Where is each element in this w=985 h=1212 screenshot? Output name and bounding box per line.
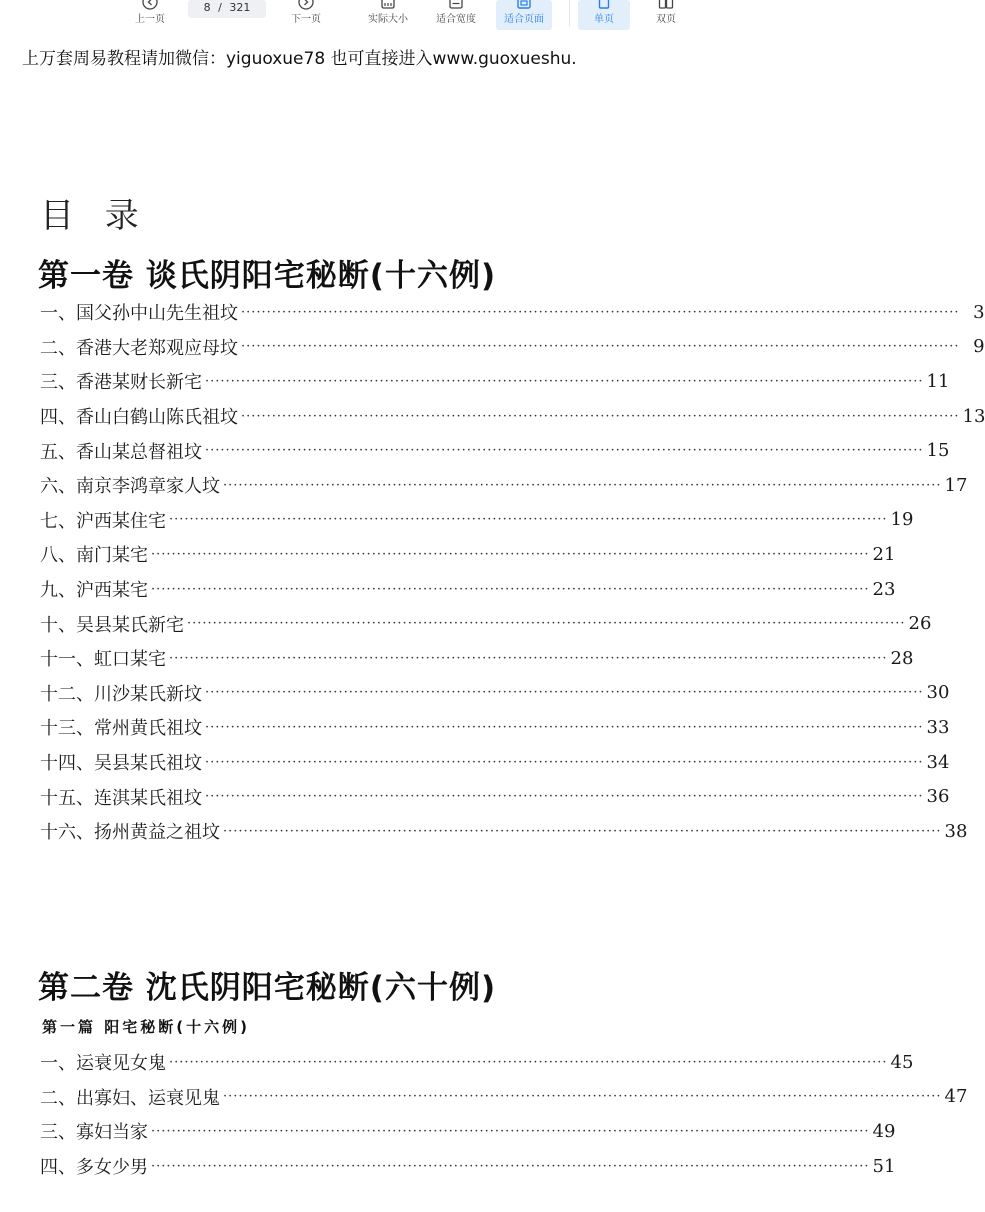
dot-leader: ············································································································································ bbox=[223, 477, 942, 493]
volume-title: 第一卷 谈氏阴阳宅秘断(十六例) bbox=[38, 258, 497, 294]
toc-heading: 目 录 bbox=[40, 196, 149, 236]
dot-leader: ············································································································································ bbox=[151, 1123, 870, 1139]
double-page-icon bbox=[658, 0, 674, 10]
dot-leader: ············································································································································ bbox=[205, 754, 924, 770]
toc-entry-page: 23 bbox=[872, 578, 896, 600]
next-page-button[interactable] bbox=[284, 0, 328, 30]
toc-entry-page: 30 bbox=[926, 682, 950, 704]
toc-entry-title: 八、南门某宅 bbox=[40, 545, 148, 567]
toc-entry bbox=[40, 468, 968, 503]
toc-list bbox=[40, 1045, 968, 1183]
toc-entry-page: 9 bbox=[973, 336, 985, 358]
toc-entry-title: 二、香港大老郑观应母坟 bbox=[40, 337, 238, 359]
toc-entry-page: 49 bbox=[872, 1120, 896, 1142]
dot-leader: ············································································································································ bbox=[205, 719, 924, 735]
toc-entry-page: 21 bbox=[872, 543, 896, 565]
toc-entry-title: 一、运衰见女鬼 bbox=[40, 1053, 166, 1075]
actual-size-button[interactable] bbox=[360, 0, 416, 30]
dot-leader: ············································································································································ bbox=[169, 650, 888, 666]
toc-entry bbox=[40, 814, 968, 849]
toc-entry bbox=[40, 433, 950, 468]
volume-title: 第二卷 沈氏阴阳宅秘断(六十例) bbox=[38, 970, 497, 1006]
toc-entry bbox=[40, 364, 950, 399]
toc-entry bbox=[40, 606, 932, 641]
toc-entry-title: 四、多女少男 bbox=[40, 1157, 148, 1179]
toc-entry-page: 13 bbox=[962, 405, 985, 427]
dot-leader: ············································································································································ bbox=[223, 1089, 942, 1105]
dot-leader: ············································································································································ bbox=[241, 339, 960, 355]
toc-entry-title: 十六、扬州黄益之祖坟 bbox=[40, 822, 220, 844]
toc-entry bbox=[40, 330, 985, 365]
toc-entry-page: 34 bbox=[926, 751, 950, 773]
dot-leader: ············································································································································ bbox=[205, 373, 924, 389]
fit-width-icon bbox=[448, 0, 464, 10]
prev-page-icon bbox=[142, 0, 158, 10]
dot-leader: ············································································································································ bbox=[187, 616, 906, 632]
toc-entry-page: 36 bbox=[926, 786, 950, 808]
actual-size-icon bbox=[380, 0, 396, 10]
toc-entry bbox=[40, 1114, 896, 1149]
dot-leader: ············································································································································ bbox=[169, 1054, 888, 1070]
dot-leader: ············································································································································ bbox=[205, 685, 924, 701]
page-separator: / bbox=[218, 1, 222, 14]
dot-leader: ············································································································································ bbox=[241, 304, 960, 320]
next-page-icon bbox=[298, 0, 314, 10]
toc-entry bbox=[40, 779, 950, 814]
toc-entry-page: 3 bbox=[973, 301, 985, 323]
toc-entry bbox=[40, 572, 896, 607]
toc-entry-page: 38 bbox=[944, 820, 968, 842]
toc-entry-title: 十五、连淇某氏祖坟 bbox=[40, 787, 202, 809]
toc-entry bbox=[40, 745, 950, 780]
toc-entry-title: 三、香港某财长新宅 bbox=[40, 372, 202, 394]
double-page-button[interactable] bbox=[644, 0, 688, 30]
toc-list bbox=[40, 295, 985, 849]
toc-entry bbox=[40, 1080, 968, 1115]
viewer-toolbar bbox=[0, 0, 699, 30]
toc-entry-page: 45 bbox=[890, 1051, 914, 1073]
toc-entry-title: 九、沪西某宅 bbox=[40, 580, 148, 602]
toc-entry-title: 十一、虹口某宅 bbox=[40, 649, 166, 671]
chapter-title: 第一篇 阳宅秘断(十六例) bbox=[42, 1018, 250, 1036]
fit-page-label: 适合页面 bbox=[504, 14, 544, 25]
dot-leader: ············································································································································ bbox=[151, 546, 870, 562]
toc-entry-title: 七、沪西某住宅 bbox=[40, 510, 166, 532]
toc-entry-page: 15 bbox=[926, 440, 950, 462]
prev-page-label: 上一页 bbox=[135, 14, 165, 25]
dot-leader: ············································································································································ bbox=[223, 823, 942, 839]
toc-entry-page: 28 bbox=[890, 647, 914, 669]
toc-entry-page: 17 bbox=[944, 474, 968, 496]
toc-entry-page: 11 bbox=[926, 370, 950, 392]
total-pages: 321 bbox=[229, 1, 251, 14]
toc-entry bbox=[40, 1045, 914, 1080]
single-page-button[interactable] bbox=[578, 0, 630, 30]
toc-entry-title: 一、国父孙中山先生祖坟 bbox=[40, 303, 238, 325]
toc-entry bbox=[40, 1149, 896, 1184]
fit-width-button[interactable] bbox=[428, 0, 484, 30]
next-page-label: 下一页 bbox=[291, 14, 321, 25]
dot-leader: ············································································································································ bbox=[151, 1158, 870, 1174]
toc-entry-title: 十二、川沙某氏新坟 bbox=[40, 683, 202, 705]
toc-entry-page: 51 bbox=[872, 1155, 896, 1177]
toc-entry-title: 十四、吴县某氏祖坟 bbox=[40, 753, 202, 775]
double-page-label: 双页 bbox=[656, 14, 676, 25]
page-indicator bbox=[188, 0, 266, 18]
prev-page-button[interactable] bbox=[128, 0, 172, 30]
toc-entry bbox=[40, 295, 985, 330]
dot-leader: ············································································································································ bbox=[151, 581, 870, 597]
fit-width-label: 适合宽度 bbox=[436, 14, 476, 25]
toc-entry-title: 三、寡妇当家 bbox=[40, 1122, 148, 1144]
single-page-label: 单页 bbox=[594, 14, 614, 25]
toc-entry-page: 19 bbox=[890, 509, 914, 531]
toc-entry-page: 33 bbox=[926, 716, 950, 738]
toc-entry bbox=[40, 641, 914, 676]
dot-leader: ············································································································································ bbox=[169, 512, 888, 528]
actual-size-label: 实际大小 bbox=[368, 14, 408, 25]
single-page-icon bbox=[596, 0, 612, 10]
toc-entry bbox=[40, 503, 914, 538]
dot-leader: ············································································································································ bbox=[205, 443, 924, 459]
toc-entry-title: 四、香山白鹤山陈氏祖坟 bbox=[40, 407, 238, 429]
dot-leader: ············································································································································ bbox=[205, 789, 924, 805]
toc-entry bbox=[40, 399, 985, 434]
toc-entry bbox=[40, 537, 896, 572]
toc-entry-title: 十、吴县某氏新宅 bbox=[40, 614, 184, 636]
toc-entry-page: 26 bbox=[908, 613, 932, 635]
toc-entry-title: 五、香山某总督祖坟 bbox=[40, 441, 202, 463]
current-page-input[interactable]: 8 bbox=[203, 1, 211, 14]
toc-entry-title: 十三、常州黄氏祖坟 bbox=[40, 718, 202, 740]
toolbar-divider bbox=[569, 0, 570, 26]
promo-banner: 上万套周易教程请加微信：yiguoxue78 也可直接进入www.guoxueshu. bbox=[22, 49, 577, 69]
toc-entry bbox=[40, 710, 950, 745]
toc-entry-title: 二、出寡妇、运衰见鬼 bbox=[40, 1087, 220, 1109]
toc-entry-title: 六、南京李鸿章家人坟 bbox=[40, 476, 220, 498]
toc-entry bbox=[40, 676, 950, 711]
dot-leader: ············································································································································ bbox=[241, 408, 960, 424]
toc-entry-page: 47 bbox=[944, 1086, 968, 1108]
fit-page-button[interactable] bbox=[496, 0, 552, 30]
fit-page-icon bbox=[516, 0, 532, 10]
